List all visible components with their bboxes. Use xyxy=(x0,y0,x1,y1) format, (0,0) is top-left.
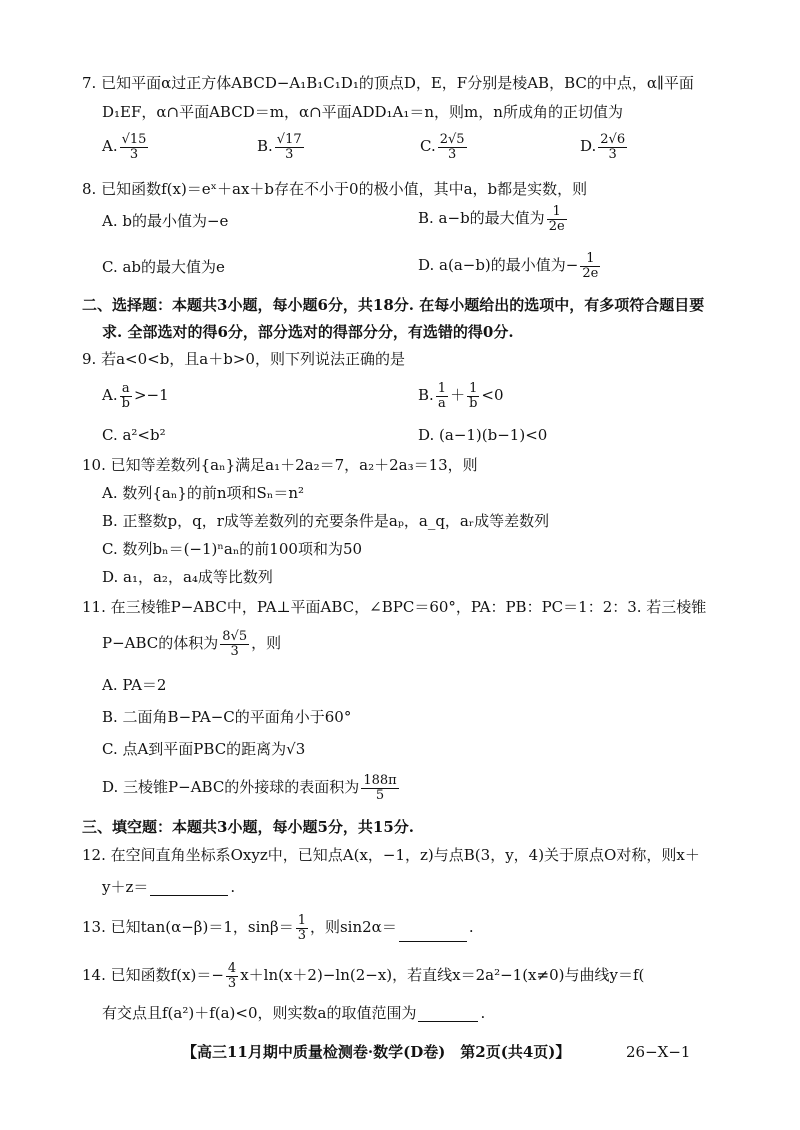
section3-heading: 三、填空题：本题共3小题，每小题5分，共15分. xyxy=(82,818,414,836)
q12-line1: 12. 在空间直角坐标系Oxyz中，已知点A(x，−1，z)与点B(3，y，4)关于原点O对称，则x＋ xyxy=(82,846,700,864)
footer-code: 26−X−1 xyxy=(626,1043,691,1061)
q11-option-d: D. 三棱锥P−ABC的外接球的表面积为 $\frac{188\pi}{5}$ xyxy=(102,773,397,803)
q7-option-b: B. $\frac{√17}{3}$ xyxy=(257,132,302,162)
section2-heading-line2: 求. 全部选对的得6分，部分选对的得部分分，有选错的得0分. xyxy=(102,323,514,341)
q8-stem: 8. 已知函数f(x)＝eˣ＋ax＋b存在不小于0的极小值，其中a，b都是实数，则 xyxy=(82,180,588,198)
q7-option-d: D. $\frac{2√6}{3}$ xyxy=(580,132,626,162)
q14-line2: 有交点且f(a²)＋f(a)<0，则实数a的取值范围为 . xyxy=(102,1004,486,1022)
q10-option-b: B. 正整数p，q，r成等差数列的充要条件是aₚ，a_q，aᵣ成等差数列 xyxy=(102,512,550,530)
q8-option-a: A. b的最小值为−e xyxy=(102,212,229,230)
q13-line: 13. 已知tan(α−β)＝1，sinβ＝ $\frac{1}{3}$ ，则sin2α＝ . xyxy=(82,913,474,943)
q7-option-a: A. $\frac{√15}{3}$ xyxy=(102,132,147,162)
q11-option-a: A. PA＝2 xyxy=(102,676,167,694)
q10-option-c: C. 数列bₙ＝(−1)ⁿaₙ的前100项和为50 xyxy=(102,540,363,558)
q11-stem-line2: P−ABC的体积为 $\frac{8√5}{3}$ ，则 xyxy=(102,629,282,659)
q7-option-c: C. $\frac{2√5}{3}$ xyxy=(420,132,465,162)
q10-option-d: D. a₁，a₂，a₄成等比数列 xyxy=(102,568,273,586)
q14-answer-blank xyxy=(418,1006,478,1022)
q13-answer-blank xyxy=(399,926,467,942)
q14-line1: 14. 已知函数f(x)＝− $\frac{4}{3}$ x＋ln(x＋2)−ln(2−x)，若直线x＝2a²−1(x≠0)与曲线y＝f( xyxy=(82,961,645,991)
q9-option-d: D. (a−1)(b−1)<0 xyxy=(418,426,548,444)
q9-option-b: B. $\frac{1}{a}$ ＋ $\frac{1}{b}$ <0 xyxy=(418,381,504,411)
q11-stem-line1: 11. 在三棱锥P−ABC中，PA⊥平面ABC，∠BPC＝60°，PA：PB：PC＝1：2：3. 若三棱锥 xyxy=(82,598,707,616)
q10-option-a: A. 数列{aₙ}的前n项和Sₙ＝n² xyxy=(102,484,304,502)
q8-option-c: C. ab的最大值为e xyxy=(102,258,225,276)
q9-option-a: A. $\frac{a}{b}$ >−1 xyxy=(102,381,169,411)
section2-heading-line1: 二、选择题：本题共3小题，每小题6分，共18分. 在每小题给出的选项中，有多项符合题目要 xyxy=(82,296,705,314)
q11-option-b: B. 二面角B−PA−C的平面角小于60° xyxy=(102,708,352,726)
q10-stem: 10. 已知等差数列{aₙ}满足a₁＋2a₂＝7，a₂＋2a₃＝13，则 xyxy=(82,456,478,474)
q12-line2: y＋z＝ . xyxy=(102,878,236,896)
q9-stem: 9. 若a<0<b，且a＋b>0，则下列说法正确的是 xyxy=(82,350,405,368)
q7-stem-line1: 7. 已知平面α过正方体ABCD−A₁B₁C₁D₁的顶点D，E，F分别是棱AB，BC的中点，α∥平面 xyxy=(82,74,694,92)
q11-option-c: C. 点A到平面PBC的距离为√3 xyxy=(102,740,306,758)
q12-answer-blank xyxy=(150,880,228,896)
q8-option-b: B. a−b的最大值为 $\frac{1}{2e}$ xyxy=(418,204,565,234)
q9-option-c: C. a²<b² xyxy=(102,426,166,444)
footer-title: 【高三11月期中质量检测卷·数学(D卷) 第2页(共4页)】 xyxy=(182,1043,571,1061)
q8-option-d: D. a(a−b)的最小值为− $\frac{1}{2e}$ xyxy=(418,251,599,281)
q7-stem-line2: D₁EF，α∩平面ABCD＝m，α∩平面ADD₁A₁＝n，则m，n所成角的正切值为 xyxy=(102,103,623,121)
